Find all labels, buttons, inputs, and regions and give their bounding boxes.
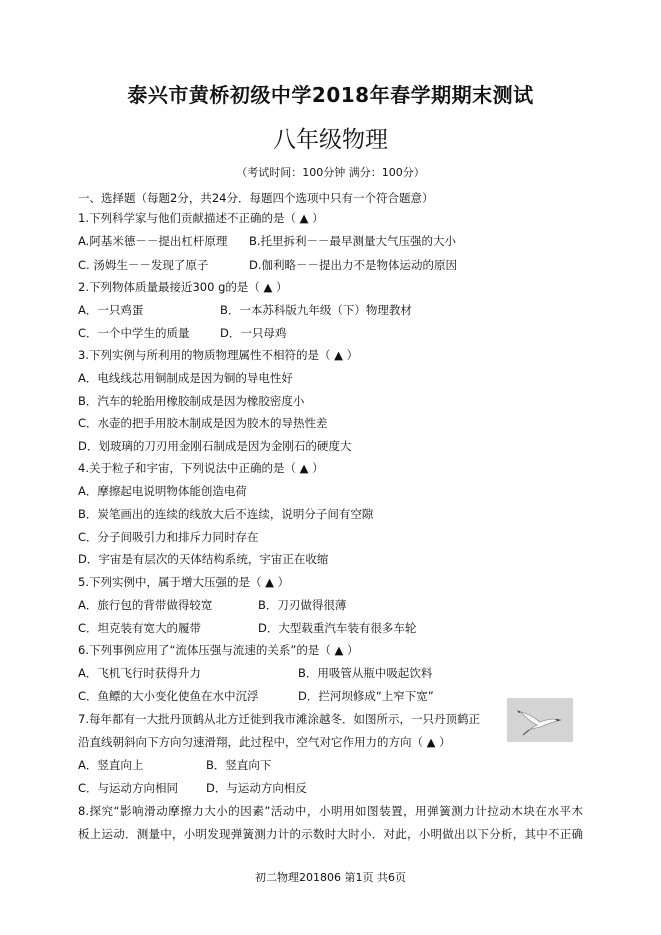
q7-option-d: D．与运动方向相反 — [206, 781, 307, 795]
q3-option-d: D．划玻璃的刀刃用金刚石制成是因为金刚石的硬度大 — [78, 439, 352, 453]
exam-info: （考试时间：100分钟 满分：100分） — [236, 166, 425, 179]
q4-option-c: C．分子间吸引力和排斥力同时存在 — [78, 530, 259, 544]
q1-row-ab — [78, 233, 598, 249]
q3-stem: 3.下列实例与所利用的物质物理属性不相符的是（ ▲ ） — [78, 348, 359, 362]
q2-option-a: A．一只鸡蛋 — [78, 303, 144, 317]
crane-icon — [507, 698, 573, 742]
q2-stem: 2.下列物体质量最接近300 g的是（ ▲ ） — [78, 280, 288, 294]
q8-stem-line1: 8.探究“影响滑动摩擦力大小的因素”活动中，小明用如图装置，用弹簧测力计拉动木块在水平木 — [78, 804, 583, 818]
q6-option-c: C．鱼鳔的大小变化使鱼在水中沉浮 — [78, 689, 259, 703]
q7-row-ab — [78, 757, 598, 773]
q1-stem: 1.下列科学家与他们贡献描述不正确的是（ ▲ ） — [78, 211, 324, 225]
q7-option-a: A．竖直向上 — [78, 758, 144, 772]
exam-title: 泰兴市黄桥初级中学2018年春学期期末测试 — [127, 83, 534, 107]
q5-row-ab — [78, 597, 598, 613]
q6-option-d: D．拦河坝修成“上窄下宽” — [298, 689, 434, 703]
q7-row-cd — [78, 780, 598, 796]
q2-row-cd — [78, 325, 598, 341]
q3-option-b: B．汽车的轮胎用橡胶制成是因为橡胶密度小 — [78, 394, 305, 408]
q5-stem: 5.下列实例中，属于增大压强的是（ ▲ ） — [78, 575, 290, 589]
q8-stem-line2: 板上运动．测量中，小明发现弹簧测力计的示数时大时小．对此，小明做出以下分析，其中不正确 — [78, 827, 583, 841]
q7-option-b: B．竖直向下 — [206, 758, 272, 772]
q2-option-d: D．一只母鸡 — [220, 326, 287, 340]
page-footer: 初二物理201806 第1页 共6页 — [255, 871, 406, 884]
q5-option-c: C．坦克装有宽大的履带 — [78, 621, 202, 635]
q5-row-cd — [78, 620, 598, 636]
q2-option-c: C．一个中学生的质量 — [78, 326, 190, 340]
q4-option-d: D．宇宙是有层次的天体结构系统，宇宙正在收缩 — [78, 552, 329, 566]
exam-subtitle: 八年级物理 — [273, 127, 388, 153]
section-heading: 一、选择题（每题2分，共24分．每题四个选项中只有一个符合题意） — [78, 191, 434, 205]
q6-option-b: B．用吸管从瓶中吸起饮料 — [298, 666, 433, 680]
q6-option-a: A．飞机飞行时获得升力 — [78, 666, 201, 680]
q5-option-b: B．刀刃做得很薄 — [258, 598, 347, 612]
q4-option-a: A．摩擦起电说明物体能创造电荷 — [78, 484, 247, 498]
q6-stem: 6.下列事例应用了“流体压强与流速的关系”的是（ ▲ ） — [78, 643, 359, 657]
q3-option-a: A．电线线芯用铜制成是因为铜的导电性好 — [78, 371, 293, 385]
q1-option-c: C. 汤姆生－－发现了原子 — [78, 258, 209, 272]
q3-option-c: C．水壶的把手用胶木制成是因为胶木的导热性差 — [78, 416, 328, 430]
q7-option-c: C．与运动方向相同 — [78, 781, 179, 795]
q2-option-b: B．一本苏科版九年级（下）物理教材 — [220, 303, 412, 317]
q4-option-b: B．炭笔画出的连续的线放大后不连续，说明分子间有空隙 — [78, 507, 374, 521]
q5-option-d: D．大型载重汽车装有很多车轮 — [258, 621, 417, 635]
q7-stem-line1: 7.每年都有一大批丹顶鹤从北方迁徙到我市滩涂越冬．如图所示，一只丹顶鹤正 — [78, 712, 480, 726]
q5-option-a: A．旅行包的背带做得较宽 — [78, 598, 213, 612]
q1-row-cd — [78, 257, 598, 273]
crane-photo — [507, 698, 573, 742]
q6-row-ab — [78, 665, 598, 681]
q1-option-a: A.阿基米德－－提出杠杆原理 — [78, 234, 228, 248]
q1-option-d: D.伽利略－－提出力不是物体运动的原因 — [249, 258, 458, 272]
q2-row-ab — [78, 302, 598, 318]
q4-stem: 4.关于粒子和宇宙，下列说法中正确的是（ ▲ ） — [78, 461, 324, 475]
q7-stem-line2: 沿直线朝斜向下方向匀速滑翔，此过程中，空气对它作用力的方向（ ▲ ） — [78, 735, 451, 749]
q1-option-b: B.托里拆利－－最早测量大气压强的大小 — [249, 234, 457, 248]
